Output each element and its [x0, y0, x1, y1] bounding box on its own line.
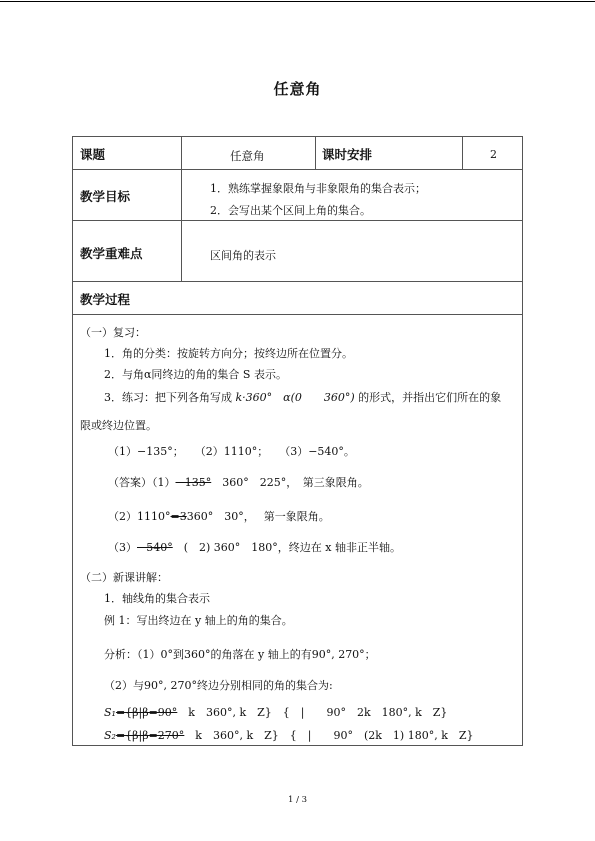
item3-text: 3．练习：把下列各角写成: [104, 391, 232, 404]
focus-label: 教学重难点: [80, 246, 143, 261]
set-s1: S₁={β|β=90° k 360°, k Z} { | 90° 2k 180°, k Z}: [104, 706, 448, 719]
table-divider: [315, 136, 316, 169]
example-1: 例 1：写出终边在 y 轴上的角的集合。: [104, 614, 293, 627]
table-divider: [181, 136, 182, 281]
analysis-1: 分析：（1）0°到360°的角落在 y 轴上的有90°, 270°；: [104, 648, 376, 661]
review-item-2: 2．与角α同终边的角的集合 S 表示。: [104, 368, 287, 381]
answer-1: （答案）（1）−135° 360° 225°， 第三象限角。: [108, 476, 369, 489]
item3-formula: k·360° α(0 360°): [235, 391, 355, 404]
hours-value: 2: [490, 148, 497, 161]
review-item-3-cont: 限或终边位置。: [80, 419, 157, 432]
page-top-rule: [0, 1, 595, 2]
set-s2: S₂={β|β=270° k 360°, k Z} { | 90° (2k 1) 180°, k Z}: [104, 729, 474, 742]
table-divider: [72, 281, 523, 282]
new-heading: （二）新课讲解：: [80, 571, 168, 584]
goal-item: 1．熟练掌握象限角与非象限角的集合表示；: [210, 182, 426, 195]
subject-label: 课题: [80, 147, 106, 162]
page-number: 1 / 3: [287, 795, 308, 805]
exercise-line: （1）−135°； （2）1110°； （3）−540°。: [108, 445, 355, 458]
process-label: 教学过程: [80, 292, 131, 307]
review-item-3: [104, 389, 501, 405]
hours-label: 课时安排: [322, 147, 373, 162]
answer-3: （3）−540° ( 2) 360° 180°，终边在 x 轴非正半轴。: [108, 541, 401, 554]
focus-value: 区间角的表示: [210, 249, 276, 262]
subsection-1: 1．轴线角的集合表示: [104, 592, 210, 605]
answer-2: （2）1110°=3360° 30°， 第一象限角。: [108, 510, 330, 523]
subject-value: 任意角: [230, 149, 265, 163]
goal-item: 2．会写出某个区间上角的集合。: [210, 204, 371, 217]
review-item-1: 1．角的分类：按旋转方向分；按终边所在位置分。: [104, 347, 353, 360]
goals-label: 教学目标: [80, 189, 131, 204]
page-title: 任意角: [273, 80, 322, 98]
analysis-2: （2）与90°, 270°终边分别相同的角的集合为:: [104, 679, 333, 692]
table-divider: [72, 220, 523, 221]
review-heading: （一）复习：: [80, 326, 146, 339]
table-divider: [462, 136, 463, 169]
table-divider: [72, 169, 523, 170]
table-divider: [72, 314, 523, 315]
item3-text-end: 的形式，并指出它们所在的象: [358, 391, 502, 404]
